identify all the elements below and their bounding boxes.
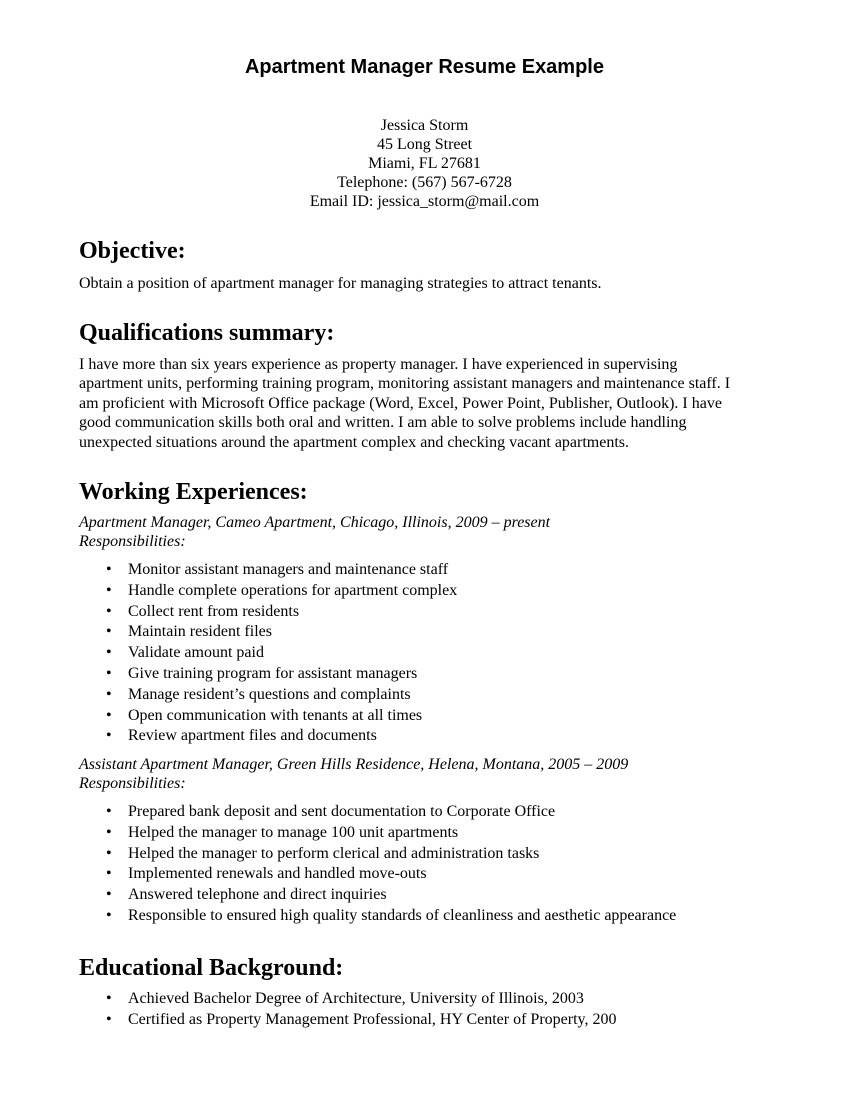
list-item (106, 622, 457, 643)
bullet-icon: • (106, 561, 112, 578)
list-item-text: Certified as Property Management Professional, HY Center of Property, 200 (128, 1010, 617, 1028)
list-item (106, 844, 676, 865)
contact-telephone: Telephone: (567) 567-6728 (337, 174, 512, 191)
education-heading: Educational Background: (79, 955, 344, 981)
contact-city: Miami, FL 27681 (368, 155, 481, 172)
list-item-text: Monitor assistant managers and maintenance staff (128, 561, 449, 578)
experience-heading: Working Experiences: (79, 479, 308, 505)
qualifications-line: good communication skills both oral and written. I am able to solve problems include handling (79, 414, 687, 432)
list-item-text: Prepared bank deposit and sent documentation to Corporate Office (128, 803, 556, 820)
bullet-icon: • (106, 644, 112, 662)
list-item (106, 726, 457, 747)
list-item-text: Manage resident’s questions and complaints (128, 685, 411, 703)
list-item-text: Validate amount paid (128, 644, 264, 662)
qualifications-line: I have more than six years experience as property manager. I have experienced in supervising (79, 356, 678, 373)
list-item (106, 1010, 616, 1031)
list-item (106, 602, 457, 623)
list-item-text: Give training program for assistant managers (128, 664, 418, 682)
document-title: Apartment Manager Resume Example (244, 56, 604, 78)
list-item-text: Responsible to ensured high quality standards of cleanliness and aesthetic appearance (128, 906, 677, 924)
list-item (106, 560, 457, 581)
bullet-icon: • (106, 844, 112, 862)
list-item (106, 643, 457, 664)
job-2-header (79, 755, 628, 794)
bullet-icon: • (106, 581, 112, 599)
bullet-icon: • (106, 727, 112, 745)
bullet-icon: • (106, 823, 112, 841)
contact-email: Email ID: jessica_storm@mail.com (309, 193, 540, 210)
list-item (106, 802, 676, 823)
bullet-icon: • (106, 906, 112, 924)
list-item (106, 706, 457, 727)
contact-block (0, 116, 849, 211)
job-1-header (79, 513, 550, 552)
education-list (106, 989, 616, 1031)
list-item-text: Review apartment files and documents (128, 727, 377, 745)
qualifications-text (79, 355, 769, 452)
list-item-text: Helped the manager to manage 100 unit apartments (128, 823, 459, 841)
qualifications-line: apartment units, performing training program, monitoring assistant managers and maintenance staff. I (79, 375, 731, 393)
list-item-text: Implemented renewals and handled move-outs (128, 865, 427, 883)
job-1-position: Apartment Manager, Cameo Apartment, Chicago, Illinois, 2009 – present (79, 514, 551, 531)
job-1-responsibilities-label: Responsibilities: (79, 533, 186, 551)
list-item (106, 885, 676, 906)
list-item-text: Open communication with tenants at all times (128, 706, 423, 724)
list-item (106, 581, 457, 602)
bullet-icon: • (106, 990, 112, 1007)
bullet-icon: • (106, 865, 112, 883)
list-item (106, 685, 457, 706)
bullet-icon: • (106, 803, 112, 820)
qualifications-line: unexpected situations around the apartment complex and checking vacant apartments. (79, 433, 630, 451)
job-1-responsibilities-list (106, 560, 457, 747)
bullet-icon: • (106, 1010, 112, 1028)
list-item-text: Answered telephone and direct inquiries (128, 886, 387, 904)
job-2-responsibilities-list (106, 802, 676, 927)
list-item-text: Helped the manager to perform clerical and administration tasks (128, 844, 540, 862)
objective-line: Obtain a position of apartment manager for managing strategies to attract tenants. (79, 275, 602, 292)
bullet-icon: • (106, 706, 112, 724)
list-item (106, 906, 676, 927)
list-item (106, 823, 676, 844)
bullet-icon: • (106, 886, 112, 904)
contact-street: 45 Long Street (376, 136, 473, 153)
list-item-text: Achieved Bachelor Degree of Architecture, University of Illinois, 2003 (128, 990, 584, 1007)
bullet-icon: • (106, 623, 112, 641)
list-item-text: Collect rent from residents (128, 602, 300, 620)
list-item-text: Maintain resident files (128, 623, 272, 641)
list-item (106, 664, 457, 685)
job-2-position: Assistant Apartment Manager, Green Hills Residence, Helena, Montana, 2005 – 2009 (79, 756, 629, 773)
objective-text (79, 274, 769, 293)
qualifications-line: am proficient with Microsoft Office package (Word, Excel, Power Point, Publisher, Outlook). I have (79, 394, 722, 412)
bullet-icon: • (106, 664, 112, 682)
job-2-responsibilities-label: Responsibilities: (79, 775, 186, 793)
bullet-icon: • (106, 685, 112, 703)
list-item-text: Handle complete operations for apartment complex (128, 581, 458, 599)
contact-name: Jessica Storm (380, 117, 469, 134)
list-item (106, 864, 676, 885)
bullet-icon: • (106, 602, 112, 620)
qualifications-heading: Qualifications summary: (79, 320, 335, 346)
list-item (106, 989, 616, 1010)
objective-heading: Objective: (79, 238, 186, 264)
